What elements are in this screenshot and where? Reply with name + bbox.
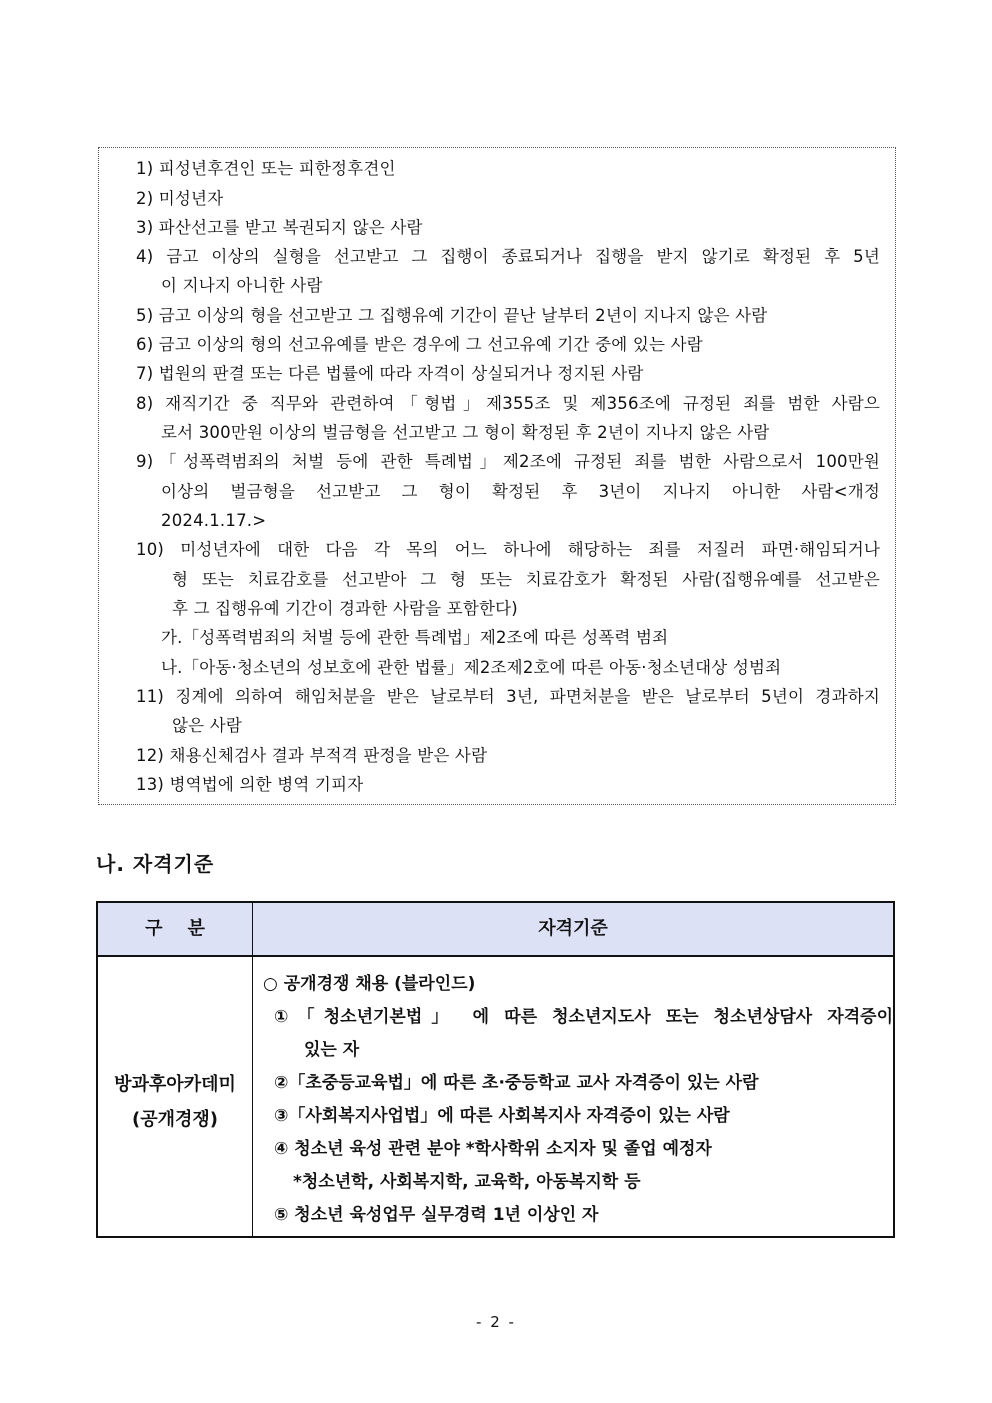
disqualification-item-4-line-2: 이 지나지 아니한 사람 (161, 276, 323, 295)
disqualification-item-10-line-1: 10) 미성년자에 대한 다음 각 목의 어느 하나에 해당하는 죄를 저질러 파면·해임되거나 (136, 540, 880, 559)
disqualification-item-10-sub-a: 가.「성폭력범죄의 처벌 등에 관한 특례법」제2조에 따른 성폭력 범죄 (161, 628, 669, 647)
disqualification-item-5: 5) 금고 이상의 형을 선고받고 그 집행유예 기간이 끝난 날부터 2년이 지나지 않은 사람 (136, 306, 768, 325)
disqualification-item-10-line-2: 형 또는 치료감호를 선고받아 그 형 또는 치료감호가 확정된 사람(집행유예를 선고받은 (172, 570, 880, 589)
criteria-line-4: ②「초중등교육법」에 따른 초·중등학교 교사 자격증이 있는 사람 (274, 1073, 759, 1093)
criteria-line-2: ①「청소년기본법」 에 따른 청소년지도사 또는 청소년상담사 자격증이 (274, 1007, 893, 1027)
row-label-program: 방과후아카데미 (114, 1074, 236, 1095)
page-number: - 2 - (476, 1313, 516, 1331)
disqualification-item-11-line-2: 않은 사람 (172, 716, 243, 735)
section-heading: 나. 자격기준 (96, 852, 215, 876)
column-divider (252, 903, 253, 1236)
disqualification-item-13: 13) 병역법에 의한 병역 기피자 (136, 775, 364, 794)
disqualification-item-8-line-1: 8) 재직기간 중 직무와 관련하여「형법」제355조 및 제356조에 규정된 죄를 범한 사람으 (136, 394, 880, 413)
disqualification-item-6: 6) 금고 이상의 형의 선고유예를 받은 경우에 그 선고유예 기간 중에 있는 사람 (136, 335, 703, 354)
disqualification-item-11-line-1: 11) 징계에 의하여 해임처분을 받은 날로부터 3년, 파면처분을 받은 날로부터 5년이 경과하지 (136, 687, 880, 706)
disqualification-item-10-sub-b: 나.「아동·청소년의 성보호에 관한 법률」제2조제2호에 따른 아동·청소년대상 성범죄 (161, 658, 782, 677)
disqualification-item-4-line-1: 4) 금고 이상의 실형을 선고받고 그 집행이 종료되거나 집행을 받지 않기로 확정된 후 5년 (136, 247, 880, 266)
criteria-line-7: *청소년학, 사회복지학, 교육학, 아동복지학 등 (293, 1172, 641, 1192)
disqualification-item-9-line-1: 9)「성폭력범죄의 처벌 등에 관한 특례법」제2조에 규정된 죄를 범한 사람으로서 100만원 (136, 452, 880, 471)
row-label-type: (공개경쟁) (131, 1109, 218, 1130)
disqualification-item-9-line-3: 2024.1.17.> (161, 511, 267, 530)
disqualification-item-7: 7) 법원의 판결 또는 다른 법률에 따라 자격이 상실되거나 정지된 사람 (136, 364, 644, 383)
disqualification-item-2: 2) 미성년자 (136, 189, 224, 208)
criteria-line-5: ③「사회복지사업법」에 따른 사회복지사 자격증이 있는 사람 (274, 1106, 730, 1126)
header-criteria: 자격기준 (538, 918, 608, 939)
disqualification-item-10-line-3: 후 그 집행유예 기간이 경과한 사람을 포함한다) (172, 599, 518, 618)
header-category: 구 분 (145, 918, 205, 939)
disqualification-item-3: 3) 파산선고를 받고 복권되지 않은 사람 (136, 218, 423, 237)
disqualification-item-1: 1) 피성년후견인 또는 피한정후견인 (136, 159, 396, 178)
criteria-line-6: ④ 청소년 육성 관련 분야 *학사학위 소지자 및 졸업 예정자 (274, 1139, 712, 1159)
criteria-line-3: 있는 자 (304, 1040, 360, 1060)
disqualification-item-8-line-2: 로서 300만원 이상의 벌금형을 선고받고 그 형이 확정된 후 2년이 지나지 않은 사람 (161, 423, 770, 442)
criteria-line-1: ○ 공개경쟁 채용 (블라인드) (263, 974, 476, 994)
disqualification-item-12: 12) 채용신체검사 결과 부적격 판정을 받은 사람 (136, 746, 488, 765)
qualification-table (96, 901, 895, 1238)
disqualification-item-9-line-2: 이상의 벌금형을 선고받고 그 형이 확정된 후 3년이 지나지 아니한 사람<개정 (161, 482, 880, 501)
criteria-line-8: ⑤ 청소년 육성업무 실무경력 1년 이상인 자 (274, 1205, 599, 1225)
table-header-row (98, 903, 893, 957)
